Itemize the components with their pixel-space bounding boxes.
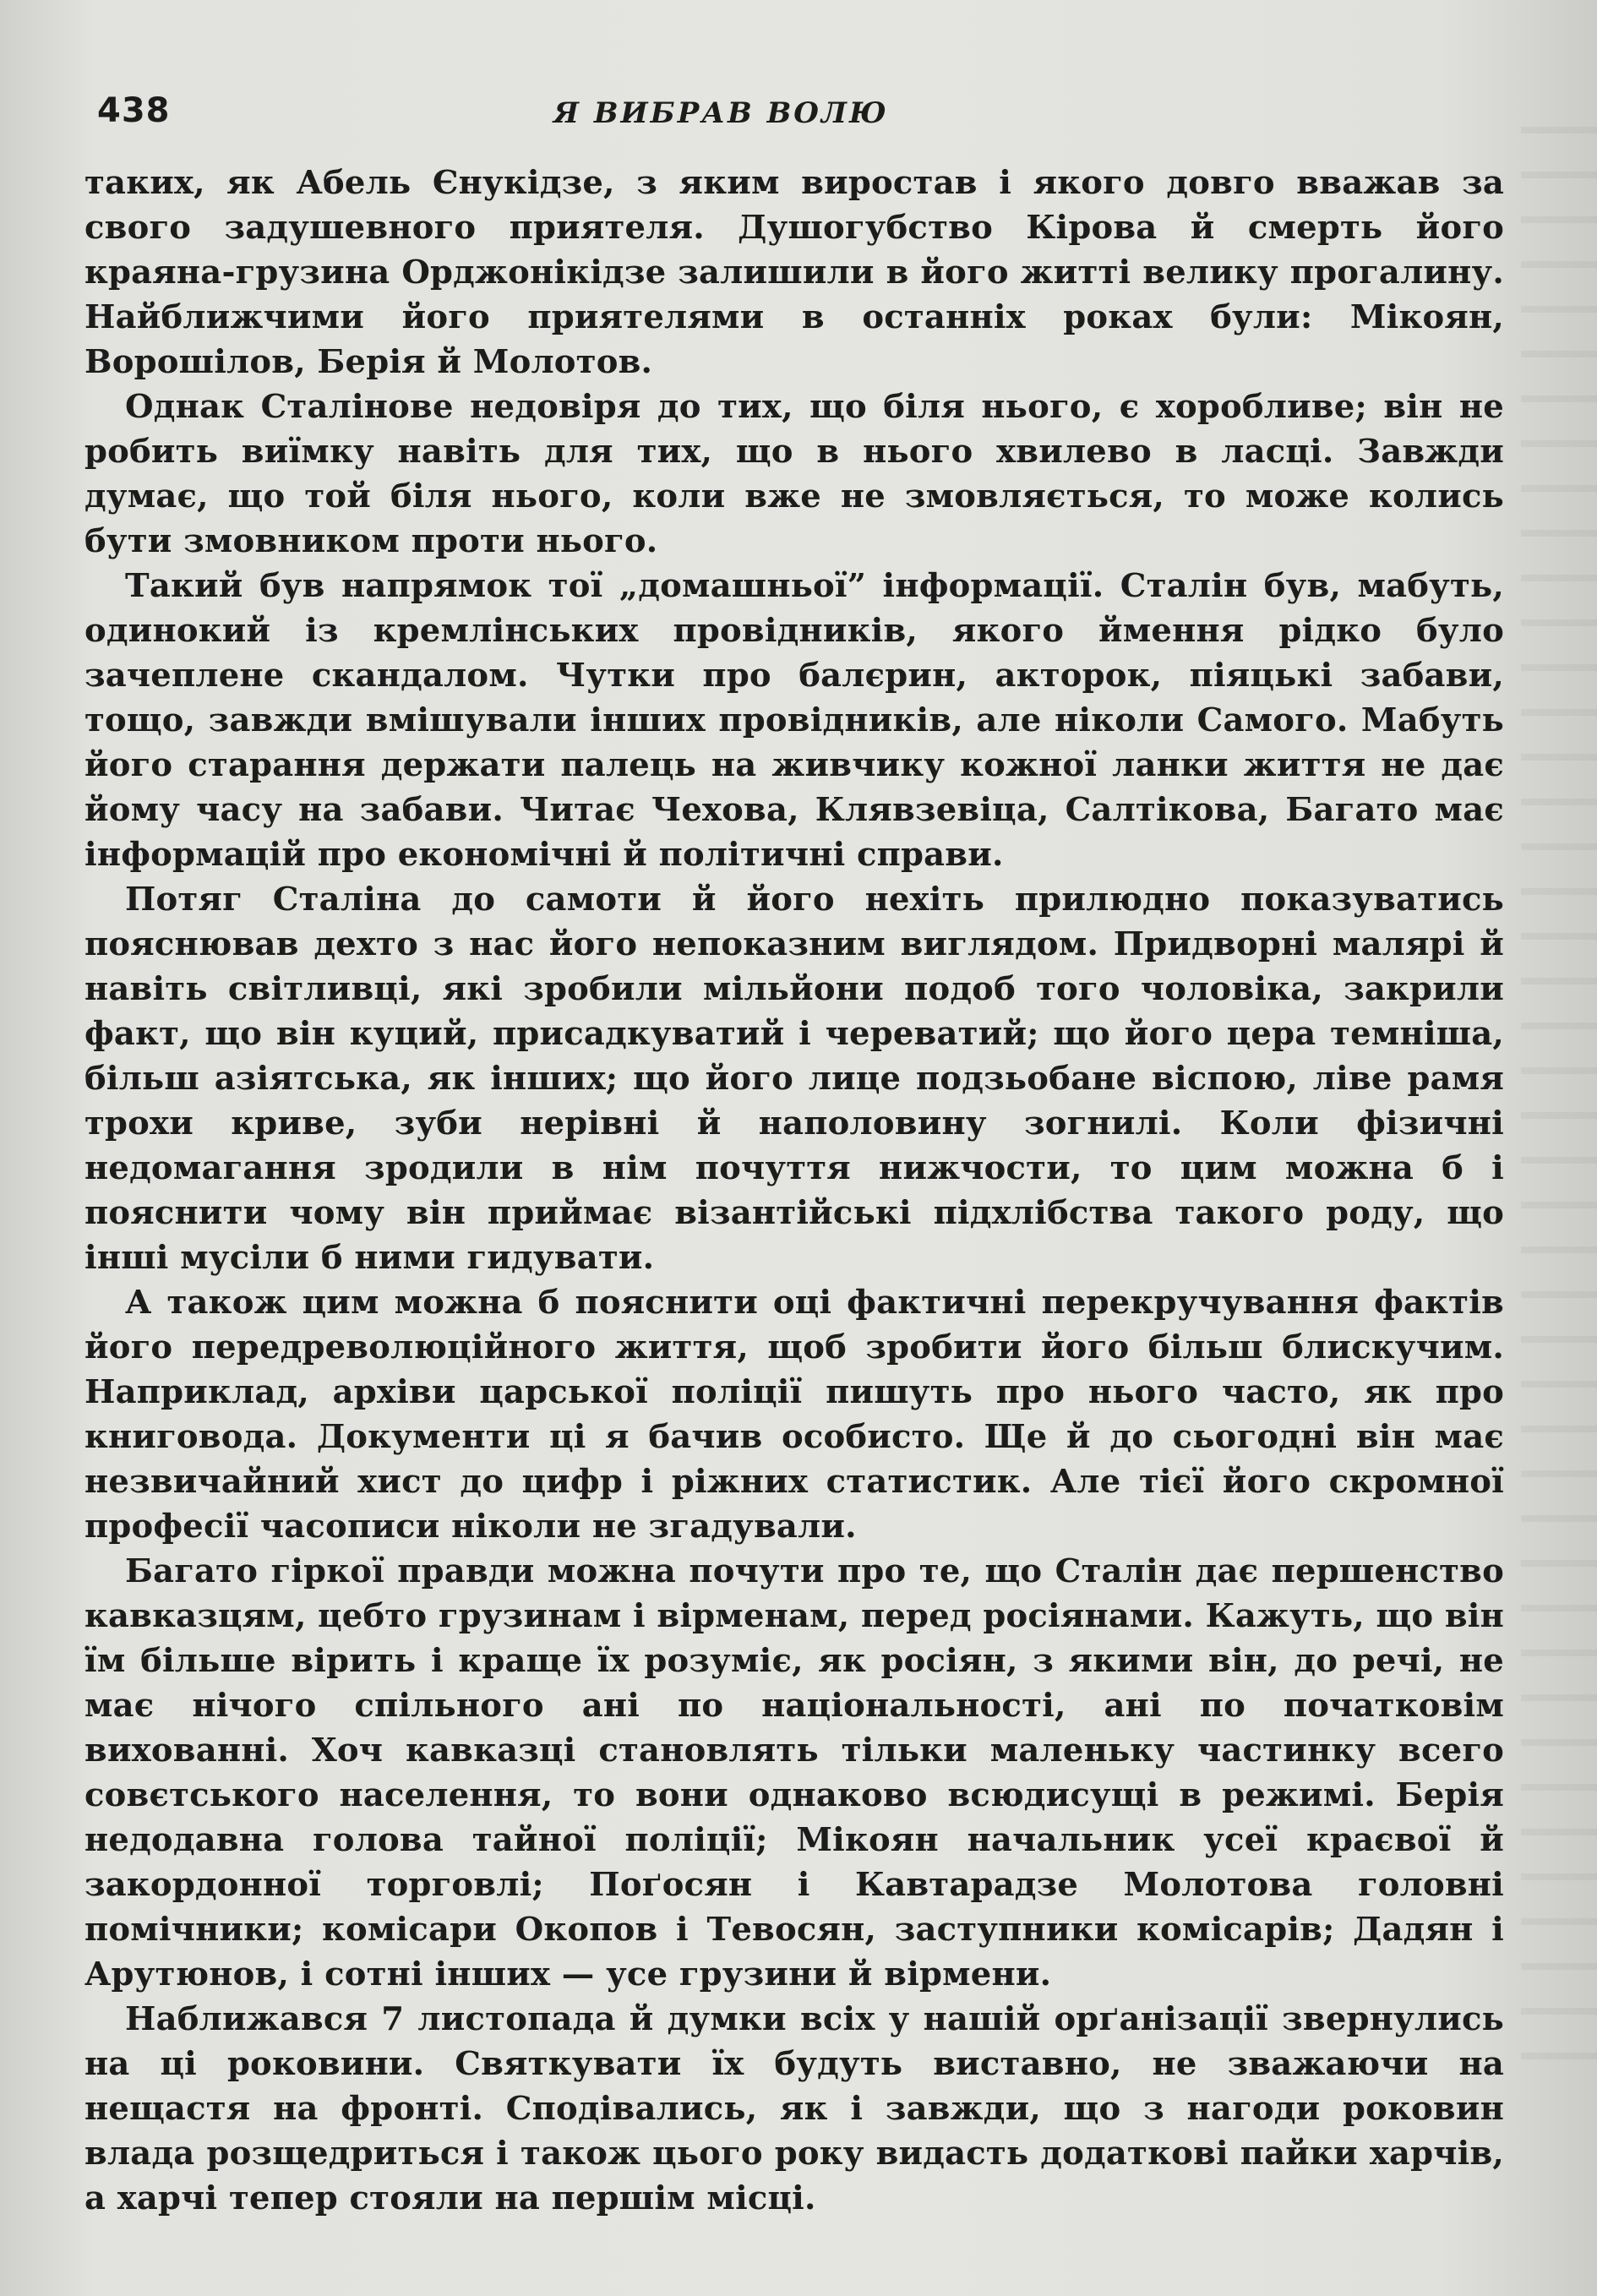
page-number: 438 [97, 91, 171, 130]
paragraph-1: таких, як Абель Єнукідзе, з яким виростав і якого довго вважав за свого задушевного приятеля. Душогубство Кірова й смерть його краяна-грузина Орджонікідзе залишили в його житті велику прогалину. Найближчими його приятелями в останніх роках були: Мікоян, Ворошілов, Берія й Молотов. [84, 164, 1504, 381]
paragraph-6: Багато гіркої правди можна почути про те, що Сталін дає першенство кавказцям, цебто грузинам і вірменам, перед росіянами. Кажуть, що він їм більше вірить і краще їх розуміє, як росіян, з якими він, до речі, не має нічого спільного ані по національності, ані по початковім вихованні. Хоч кавказці становлять тільки маленьку частинку всего совєтського населення, то вони однаково всюдисущі в режимі. Берія недодавна голова тайної поліції; Мікоян начальник усеї краєвої й закордонної торговлі; Поґосян і Кавтарадзе Молотова головні помічники; комісари Окопов і Тевосян, заступники комісарів; Дадян і Арутюнов, і сотні інших — усе грузини й вірмени. [84, 1552, 1504, 1993]
paragraph-7: Наближався 7 листопада й думки всіх у нашій орґанізації звернулись на ці роковини. Святкувати їх будуть виставно, не зважаючи на нещастя на фронті. Сподівались, як і завжди, що з нагоди роковин влада розщедриться і також цього року видасть додаткові пайки харчів, а харчі тепер стояли на першім місці. [84, 2000, 1504, 2217]
facing-page-bleed-through [1521, 127, 1597, 2070]
paragraph-5: А також цим можна б пояснити оці фактичні перекручування фактів його передреволюційного життя, щоб зробити його більш блискучим. Наприклад, архіви царської поліції пишуть про нього часто, як про книговода. Документи ці я бачив особисто. Ще й до сьогодні він має незвичайний хист до цифр і ріжних статистик. Але тієї його скромної професії часописи ніколи не згадували. [84, 1284, 1504, 1546]
body-text [84, 161, 1504, 2221]
paragraph-4: Потяг Сталіна до самоти й його нехіть прилюдно показуватись пояснював дехто з нас його непоказним виглядом. Придворні малярі й навіть світливці, які зробили мільйони подоб того чоловіка, закрили факт, що він куций, присадкуватий і череватий; що його цера темніша, більш азіятська, як інших; що його лице подзьобане віспою, ліве рамя трохи криве, зуби нерівні й наполовину зогнилі. Коли фізичні недомагання зродили в нім почуття нижчости, то цим можна б і пояснити чому він приймає візантійські підхлібства такого роду, що інші мусіли б ними гидувати. [84, 881, 1504, 1277]
running-title: Я ВИБРАВ ВОЛЮ [553, 96, 889, 130]
paragraph-3: Такий був напрямок тої „домашньої” інформації. Сталін був, мабуть, одинокий із кремлінських провідників, якого ймення рідко було зачеплене скандалом. Чутки про балєрин, акторок, піяцькі забави, тощо, завжди вмішували інших провідників, але ніколи Самого. Мабуть його старання держати палець на живчику кожної ланки життя не дає йому часу на забави. Читає Чехова, Клявзевіца, Салтікова, Багато має інформацій про економічні й політичні справи. [84, 567, 1504, 874]
paragraph-2: Однак Сталінове недовіря до тих, що біля нього, є хоробливе; він не робить виїмку навіть для тих, що в нього хвилево в ласці. Завжди думає, що той біля нього, коли вже не змовляється, то може колись бути змовником проти нього. [84, 388, 1504, 560]
page-header [97, 91, 1500, 142]
